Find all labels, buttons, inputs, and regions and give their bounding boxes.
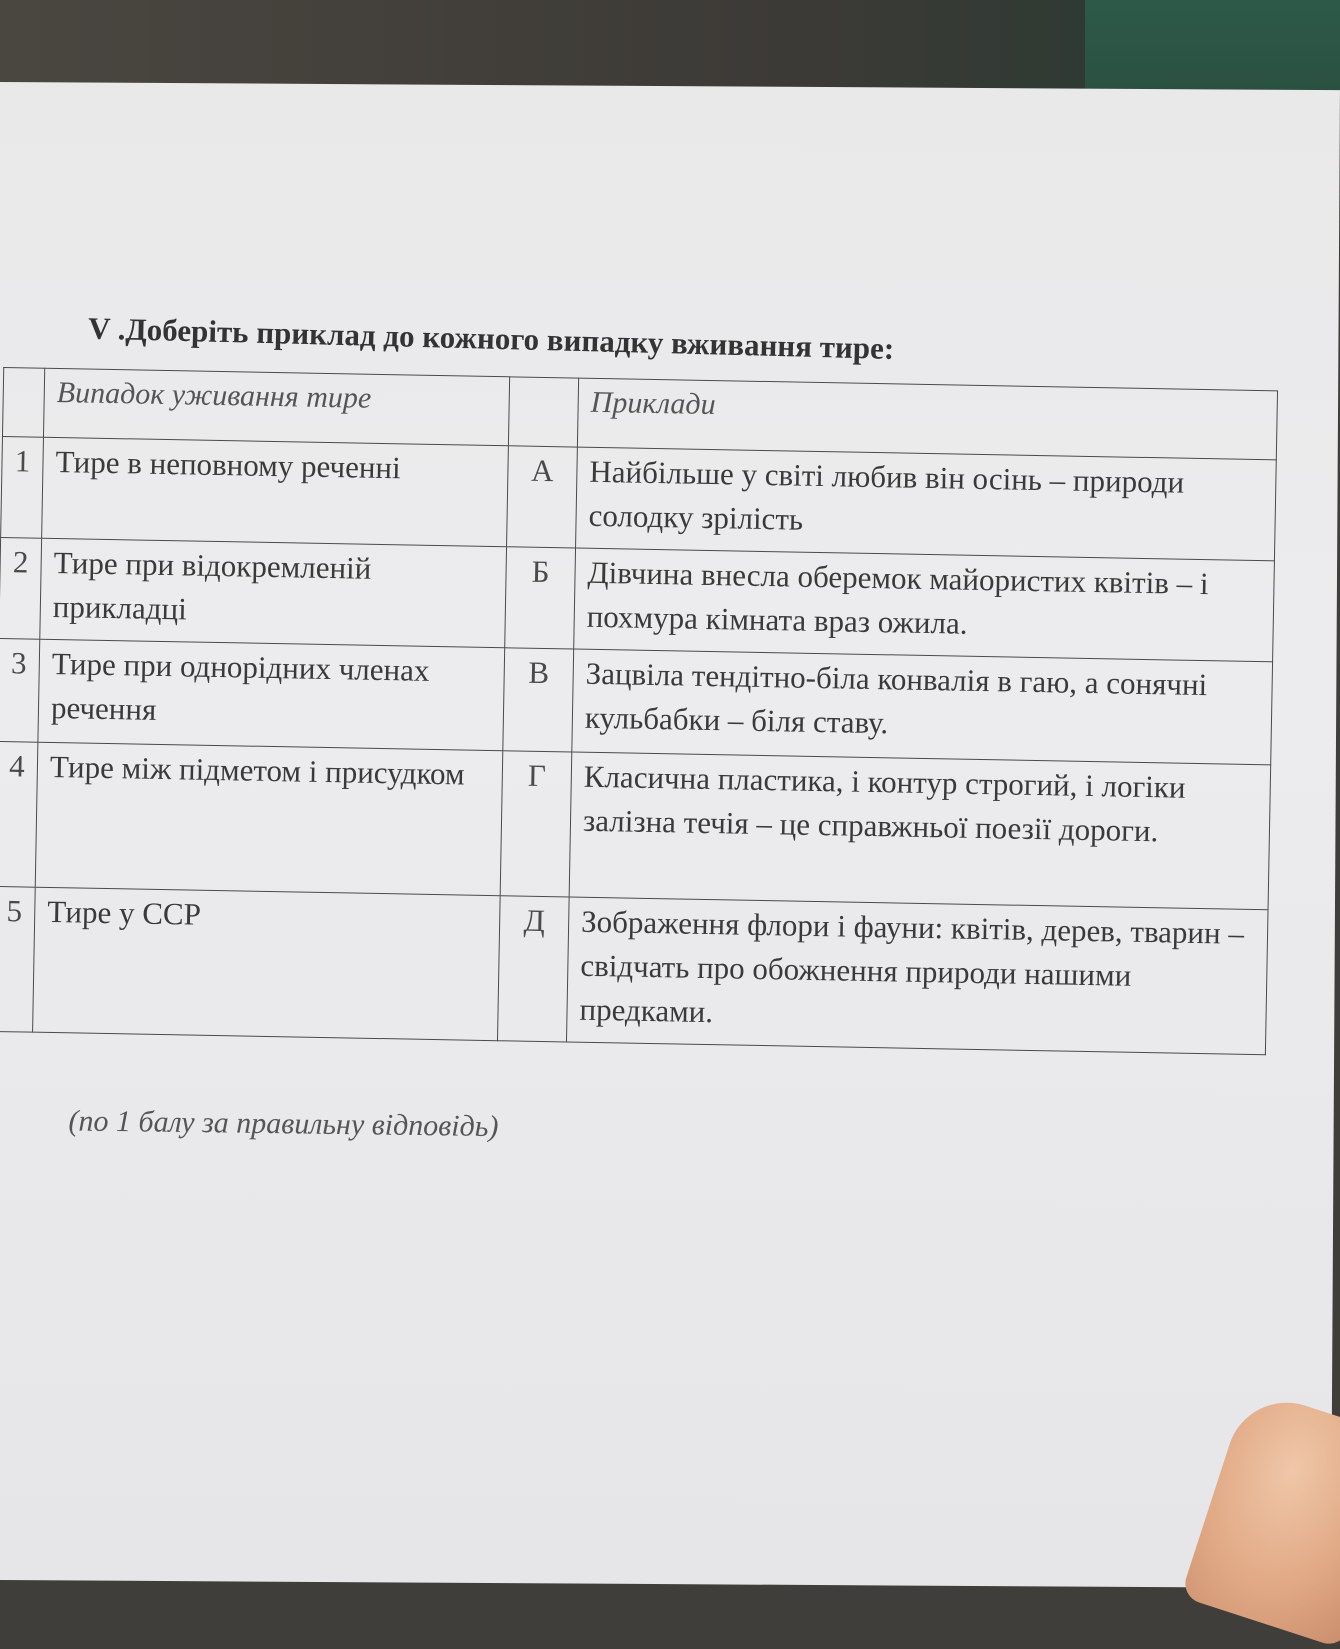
example-letter: Д [497, 896, 569, 1042]
header-examples-cell: Приклади [577, 378, 1277, 460]
dash-case: Тире при відокремленій прикладці [40, 538, 507, 648]
row-number: 3 [0, 638, 40, 742]
header-case-cell: Випадок уживання тире [43, 368, 509, 446]
dash-case: Тире при однорідних членах речення [38, 639, 505, 751]
example-letter: В [503, 648, 574, 752]
row-number: 2 [0, 538, 42, 640]
example-letter: А [507, 446, 578, 548]
row-number: 1 [1, 437, 44, 539]
exercise-table-wrapper [0, 367, 1278, 1055]
worksheet-paper [0, 82, 1340, 1588]
scoring-note: (по 1 балу за правильну відповідь) [68, 1104, 499, 1144]
example-sentence: Класична пластика, і контур строгий, і логіки залізна течія – це справжньої поезії дороги. [569, 752, 1271, 910]
matching-table [0, 367, 1278, 1055]
dash-case: Тире між підметом і присудком [35, 742, 503, 895]
example-sentence: Дівчина внесла оберемок майористих квітів – і похмура кімната враз ожила. [574, 548, 1275, 662]
exercise-title: V .Доберіть приклад до кожного випадку вживання тире: [87, 310, 895, 366]
row-number: 4 [0, 741, 38, 887]
header-letter-cell [508, 377, 578, 447]
example-sentence: Найбільше у світі любив він осінь – природи солодку зрілість [576, 447, 1277, 561]
example-sentence: Зацвіла тендітно-біла конвалія в гаю, а сонячні кульбабки – біля ставу. [572, 649, 1273, 765]
example-letter: Б [505, 547, 576, 649]
table-row [0, 741, 1271, 909]
dash-case: Тире у ССР [33, 887, 501, 1040]
dash-case: Тире в неповному реченні [42, 437, 509, 547]
row-number: 5 [0, 886, 35, 1032]
table-row [0, 886, 1268, 1054]
example-sentence: Зображення флори і фауни: квітів, дерев, тварин – свідчать про обожнення природи нашими предками. [566, 897, 1268, 1055]
header-num-cell [2, 368, 44, 438]
example-letter: Г [500, 751, 572, 897]
